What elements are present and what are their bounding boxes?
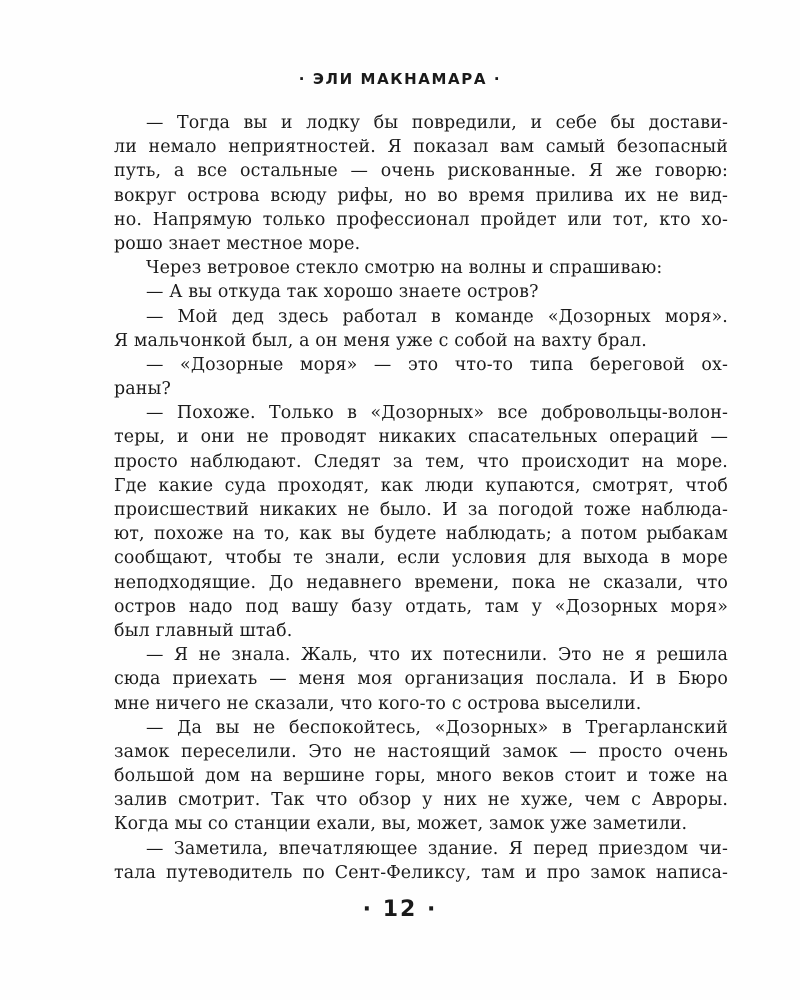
text-line: большой дом на вершине горы, много веков стоит и тоже на [114, 766, 728, 787]
text-line: Через ветровое стекло смотрю на волны и спрашиваю: [146, 258, 663, 279]
text-line: — Я не знала. Жаль, что их потеснили. Это не я решила [146, 645, 728, 666]
text-line: тала путеводитель по Сент-Феликсу, там и про замок написа- [114, 862, 728, 883]
text-line: рошо знает местное море. [114, 233, 361, 254]
text-line: неподходящие. До недавнего времени, пока не сказали, что [114, 572, 728, 593]
text-line: остров надо под вашу базу отдать, там у «Дозорных моря» [114, 596, 728, 617]
text-line: раны? [114, 379, 172, 400]
text-line: — Заметила, впечатляющее здание. Я перед приездом чи- [146, 838, 728, 859]
running-head: · ЭЛИ МАКНАМАРА · [298, 70, 502, 88]
text-line: Где какие суда проходят, как люди купаются, смотрят, чтоб [114, 475, 728, 496]
text-line: вокруг острова всюду рифы, но во время прилива их не вид- [114, 185, 728, 206]
text-line: залив смотрит. Так что обзор у них не хуже, чем с Авроры. [114, 790, 728, 811]
text-line: Когда мы со станции ехали, вы, может, замок уже заметили. [114, 814, 688, 835]
text-line: ют, похоже на то, как вы будете наблюдать; а потом рыбакам [114, 524, 728, 545]
text-line: был главный штаб. [114, 620, 293, 641]
text-line: Я мальчонкой был, а он меня уже с собой на вахту брал. [114, 330, 647, 351]
text-line: — Мой дед здесь работал в команде «Дозорных моря». [146, 306, 728, 327]
text-line: — Тогда вы и лодку бы повредили, и себе бы достави- [146, 113, 728, 133]
text-line: сюда приехать — меня моя организация послала. И в Бюро [114, 669, 728, 690]
text-line: теры, и они не проводят никаких спасательных операций — [114, 427, 728, 448]
page-number: · 12 · [362, 897, 438, 922]
body-text [114, 111, 728, 885]
text-line: — Да вы не беспокойтесь, «Дозорных» в Трегарланский [146, 717, 728, 738]
text-line: сообщают, чтобы те знали, если условия для выхода в море [114, 548, 728, 569]
text-line: просто наблюдают. Следят за тем, что происходит на море. [114, 451, 728, 472]
text-line: ли немало неприятностей. Я показал вам самый безопасный [114, 137, 728, 158]
text-line: — «Дозорные моря» — это что-то типа береговой ох- [146, 354, 728, 375]
text-line: но. Напрямую только профессионал пройдет или тот, кто хо- [114, 209, 728, 230]
text-line: мне ничего не сказали, что кого-то с острова выселили. [114, 693, 642, 714]
text-line: — А вы откуда так хорошо знаете остров? [146, 282, 539, 303]
text-line: замок переселили. Это не настоящий замок — просто очень [114, 741, 728, 762]
text-line: путь, а все остальные — очень рискованные. Я же говорю: [114, 161, 728, 182]
text-line: — Похоже. Только в «Дозорных» все добровольцы-волон- [146, 403, 728, 424]
text-line: происшествий никаких не было. И за погодой тоже наблюда- [114, 500, 728, 520]
